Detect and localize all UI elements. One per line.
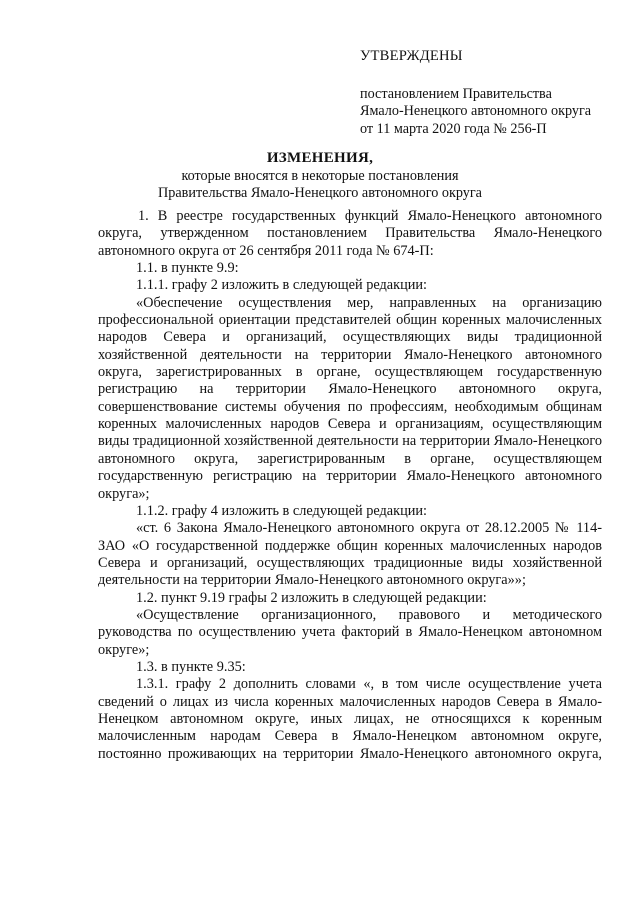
paragraph: «ст. 6 Закона Ямало-Ненецкого автономного округа от 28.12.2005 № 114-ЗАО «О государственной поддержке общин коренных малочисленных народов Севера и организаций, осуществляющих традиционные виды хозяйственной деятельности на территории Ямало-Ненецкого автономного округа»»; [98, 520, 602, 589]
approval-line: постановлением Правительства [360, 85, 552, 102]
approval-line: от 11 марта 2020 года № 256-П [360, 120, 547, 137]
paragraph: 1. В реестре государственных функций Ямало-Ненецкого автономного округа, утвержденном постановлением Правительства Ямало-Ненецкого автономного округа от 26 сентября 2011 года № 674-П: [98, 208, 602, 259]
document-subtitle: Правительства Ямало-Ненецкого автономного округа [158, 185, 482, 201]
paragraph: 1.1. в пункте 9.9: [136, 260, 239, 277]
approval-heading: УТВЕРЖДЕНЫ [360, 48, 463, 64]
approval-line: Ямало-Ненецкого автономного округа [360, 103, 592, 119]
paragraph: 1.3. в пункте 9.35: [136, 658, 246, 675]
paragraph: 1.3.1. графу 2 дополнить словами «, в том числе осуществление учета сведений о лицах из числа коренных малочисленных народов Севера в Ямало-Ненецком автономном округе, иных лицах, не относящихся к коренным малочисленным народам Севера в Ямало-Ненецком автономном округе, постоянно проживающих на территории Ямало-Ненецкого автономного округа, [98, 676, 602, 762]
document-title-block [100, 150, 540, 203]
document-title: ИЗМЕНЕНИЯ, [266, 150, 374, 166]
paragraph: «Осуществление организационного, правового и методического руководства по осуществлению учета факторий в Ямало-Ненецком автономном округе»; [98, 606, 602, 658]
paragraph: «Обеспечение осуществления мер, направленных на организацию профессиональной ориентации представителей общин коренных малочисленных народов Севера и организаций, осуществляющих виды традиционной хозяйственной деятельности на территории Ямало-Ненецкого автономного округа, зарегистрированных в органе, осуществляющем государственную регистрацию на территории Ямало-Ненецкого автономного округа, совершенствование системы обучения по профессиям, необходимым общинам коренных малочисленных народов Севера и организациям, осуществляющим виды традиционной хозяйственной деятельности на территории Ямало-Ненецкого автономного округа, зарегистрированным в органе, осуществляющем государственную регистрацию на территории Ямало-Ненецкого автономного округа»; [98, 294, 602, 502]
document-body [98, 208, 602, 763]
paragraph: 1.2. пункт 9.19 графы 2 изложить в следующей редакции: [136, 589, 487, 606]
paragraph: 1.1.2. графу 4 изложить в следующей редакции: [136, 502, 427, 519]
approval-stamp [360, 48, 620, 138]
paragraph: 1.1.1. графу 2 изложить в следующей редакции: [136, 277, 427, 294]
document-subtitle: которые вносятся в некоторые постановления [181, 167, 459, 184]
